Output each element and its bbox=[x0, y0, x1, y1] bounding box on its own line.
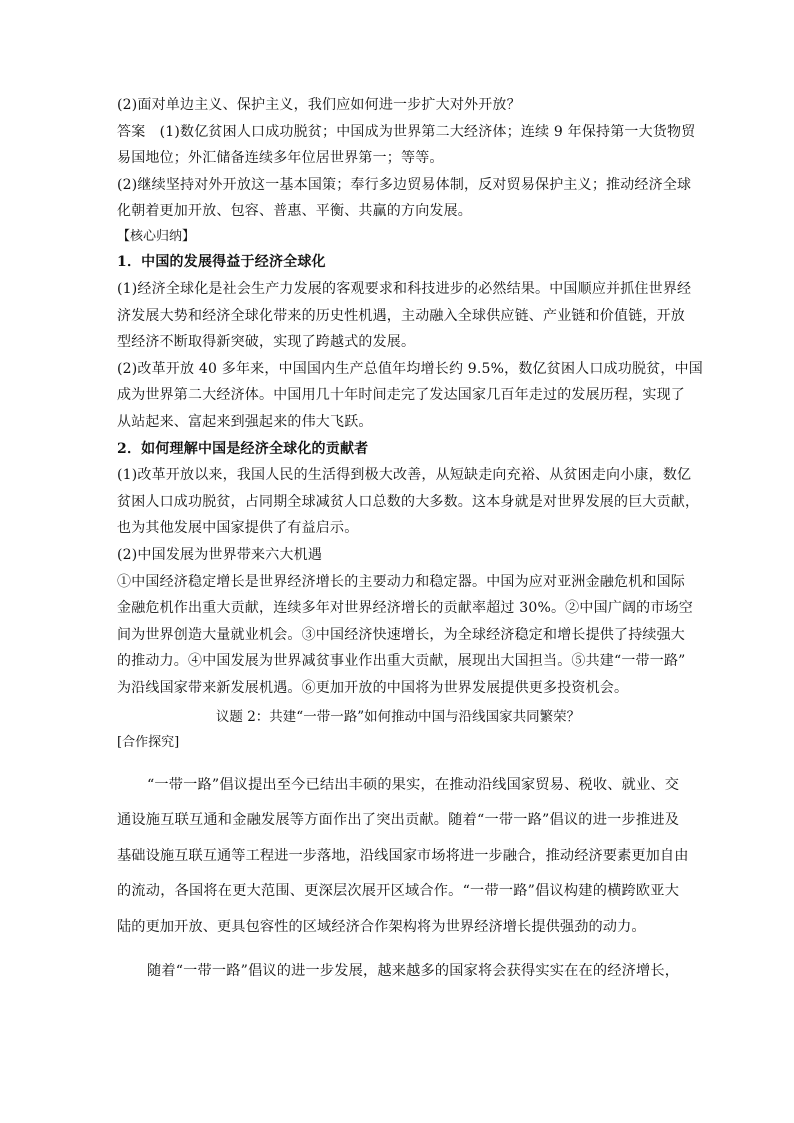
paragraph-2-line-1: 随着“一带一路”倡议的进一步发展，越来越多的国家将会获得实实在在的经济增长， bbox=[147, 962, 679, 979]
point-2-line-7: 间为世界创造大量就业机会。③中国经济快速增长，为全球经济稳定和增长提供了持续强大 bbox=[117, 626, 685, 643]
point-2-line-2: 贫困人口成功脱贫，占同期全球减贫人口总数的大多数。这本身就是对世界发展的巨大贡献， bbox=[117, 493, 700, 510]
point-1-line-3: 型经济不断取得新突破，实现了跨越式的发展。 bbox=[117, 334, 416, 351]
document-page bbox=[117, 92, 703, 989]
summary-label: 【核心归纳】 bbox=[117, 228, 196, 244]
point-2-line-8: 的推动力。④中国发展为世界减贫事业作出重大贡献，展现出大国担当。⑤共建“一带一路” bbox=[117, 653, 686, 670]
point-2-line-1: (1)改革开放以来，我国人民的生活得到极大改善，从短缺走向充裕、从贫困走向小康，数亿 bbox=[117, 467, 692, 484]
point-1-title: 1．中国的发展得益于经济全球化 bbox=[117, 254, 326, 271]
question-2: (2)面对单边主义、保护主义，我们应如何进一步扩大对外开放？ bbox=[117, 97, 521, 113]
paragraph-1-line-2: 通设施互联互通和金融发展等方面作出了突出贡献。随着“一带一路”倡议的进一步推进及 bbox=[117, 812, 679, 829]
point-2-line-9: 为沿线国家带来新发展机遇。⑥更加开放的中国将为世界发展提供更多投资机会。 bbox=[117, 679, 629, 696]
paragraph-1-line-4: 的流动，各国将在更大范围、更深层次展开区域合作。“一带一路”倡议构建的横跨欧亚大 bbox=[117, 883, 679, 900]
topic-2-heading: 议题 2：共建“一带一路”如何推动中国与沿线国家共同繁荣？ bbox=[215, 708, 581, 725]
point-1-line-1: (1)经济全球化是社会生产力发展的客观要求和科技进步的必然结果。中国顺应并抓住世界经 bbox=[117, 281, 692, 298]
point-2-title: 2．如何理解中国是经济全球化的贡献者 bbox=[117, 440, 369, 457]
point-1-line-6: 从站起来、富起来到强起来的伟大飞跃。 bbox=[117, 414, 373, 431]
point-2-line-5: ①中国经济稳定增长是世界经济增长的主要动力和稳定器。中国为应对亚洲金融危机和国际 bbox=[117, 573, 685, 590]
point-1-line-4: (2)改革开放 40 多年来，中国国内生产总值年均增长约 9.5%，数亿贫困人口成功脱贫，中国 bbox=[117, 360, 703, 377]
answer-line-2: 易国地位；外汇储备连续多年位居世界第一；等等。 bbox=[117, 150, 444, 167]
point-2-line-3: 也为其他发展中国家提供了有益启示。 bbox=[117, 520, 359, 537]
answer-line-1: 答案 (1)数亿贫困人口成功脱贫；中国成为世界第二大经济体；连续 9 年保持第一大货物贸 bbox=[117, 123, 696, 140]
point-1-line-5: 成为世界第二大经济体。中国用几十年时间走完了发达国家几百年走过的发展历程，实现了 bbox=[117, 387, 685, 404]
paragraph-1-line-5: 陆的更加开放、更具包容性的区域经济合作架构将为世界经济增长提供强劲的动力。 bbox=[117, 918, 646, 935]
point-2-line-4: (2)中国发展为世界带来六大机遇 bbox=[117, 547, 323, 563]
answer-line-4: 化朝着更加开放、包容、普惠、平衡、共赢的方向发展。 bbox=[117, 203, 472, 220]
point-1-line-2: 济发展大势和经济全球化带来的历史性机遇，主动融入全球供应链、产业链和价值链，开放 bbox=[117, 307, 685, 324]
point-2-line-6: 金融危机作出重大贡献，连续多年对世界经济增长的贡献率超过 30%。②中国广阔的市场空 bbox=[117, 600, 693, 617]
cooperation-label: [合作探究] bbox=[117, 734, 180, 750]
answer-line-3: (2)继续坚持对外开放这一基本国策；奉行多边贸易体制，反对贸易保护主义；推动经济全球 bbox=[117, 176, 692, 193]
paragraph-1-line-3: 基础设施互联互通等工程进一步落地，沿线国家市场将进一步融合，推动经济要素更加自由 bbox=[117, 847, 689, 864]
paragraph-1-line-1: “一带一路”倡议提出至今已结出丰硕的果实，在推动沿线国家贸易、税收、就业、交 bbox=[147, 776, 679, 793]
